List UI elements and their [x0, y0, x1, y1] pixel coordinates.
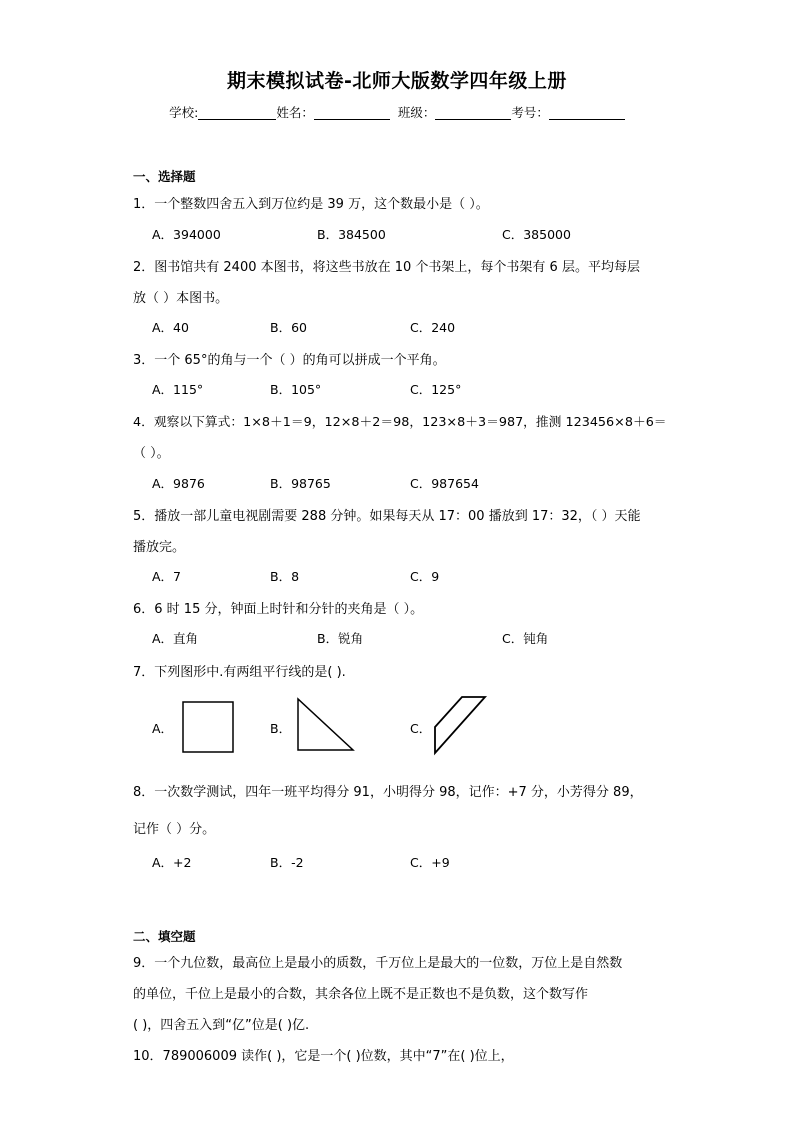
question-4-line-2: （ ）。: [133, 446, 170, 461]
section-fill-title: 二、填空题: [133, 929, 196, 944]
q5-option-c[interactable]: C．9: [410, 569, 440, 584]
q2-option-a[interactable]: A．40: [152, 320, 189, 335]
q2-option-c[interactable]: C．240: [410, 320, 456, 335]
exam-no-label: 考号：: [511, 105, 549, 120]
q3-option-c[interactable]: C．125°: [410, 382, 462, 397]
q7-option-c[interactable]: C．: [410, 721, 432, 736]
q5-option-b[interactable]: B．8: [270, 569, 300, 584]
q5-option-a[interactable]: A．7: [152, 569, 182, 584]
right-triangle-figure: [294, 697, 356, 753]
question-1: 1．一个整数四舍五入到万位约是 39 万，这个数最小是（ ）。: [133, 197, 489, 212]
section-choice-title: 一、选择题: [133, 169, 196, 184]
q7-option-a[interactable]: A．: [152, 721, 174, 736]
question-3: 3．一个 65°的角与一个（ ）的角可以拼成一个平角。: [133, 353, 446, 368]
q3-option-b[interactable]: B．105°: [270, 382, 322, 397]
question-5-line-2: 播放完。: [133, 540, 186, 555]
school-field[interactable]: [198, 105, 276, 120]
q6-option-a[interactable]: A．直角: [152, 631, 199, 646]
square-figure: [180, 700, 236, 754]
q4-option-b[interactable]: B．98765: [270, 476, 331, 491]
school-label: 学校:: [169, 105, 199, 120]
question-7: 7．下列图形中.有两组平行线的是( ).: [133, 665, 346, 680]
question-2-line-1: 2．图书馆共有 2400 本图书，将这些书放在 10 个书架上，每个书架有 6 层。平均每层: [133, 260, 640, 275]
q3-option-a[interactable]: A．115°: [152, 382, 204, 397]
q4-option-c[interactable]: C．987654: [410, 476, 479, 491]
q1-option-b[interactable]: B．384500: [317, 227, 386, 242]
question-8-line-2: 记作（ ）分。: [133, 822, 216, 837]
question-9-line-2: 的单位，千位上是最小的合数，其余各位上既不是正数也不是负数，这个数写作: [133, 987, 589, 1002]
q6-option-c[interactable]: C．钝角: [502, 631, 549, 646]
exam-no-field[interactable]: [549, 105, 625, 120]
name-label: 姓名：: [276, 105, 314, 120]
q4-option-a[interactable]: A．9876: [152, 476, 205, 491]
q1-option-a[interactable]: A．394000: [152, 227, 221, 242]
question-8-line-1: 8．一次数学测试，四年一班平均得分 91，小明得分 98，记作：+7 分，小芳得分 89，: [133, 785, 643, 800]
q2-option-b[interactable]: B．60: [270, 320, 307, 335]
q8-option-a[interactable]: A．+2: [152, 855, 192, 870]
q6-option-b[interactable]: B．锐角: [317, 631, 364, 646]
trapezoid-figure: [432, 694, 488, 756]
question-6: 6．6 时 15 分，钟面上时针和分针的夹角是（ ）。: [133, 602, 424, 617]
name-field[interactable]: [314, 105, 390, 120]
question-10-line-1: 10．789006009 读作( )，它是一个( )位数，其中“7”在( )位上，: [133, 1049, 514, 1064]
q8-option-b[interactable]: B．-2: [270, 855, 304, 870]
page-title: 期末模拟试卷-北师大版数学四年级上册: [227, 70, 567, 92]
question-5-line-1: 5．播放一部儿童电视剧需要 288 分钟。如果每天从 17：00 播放到 17：32，（ ）天能: [133, 509, 641, 524]
q7-option-b[interactable]: B．: [270, 721, 292, 736]
class-label: 班级：: [397, 105, 436, 120]
question-4-line-1: 4．观察以下算式：1×8＋1＝9，12×8＋2＝98，123×8＋3＝987，推测 123456×8＋6＝: [133, 415, 667, 430]
question-2-line-2: 放（ ）本图书。: [133, 291, 229, 306]
q1-option-c[interactable]: C．385000: [502, 227, 571, 242]
q8-option-c[interactable]: C．+9: [410, 855, 450, 870]
question-9-line-1: 9．一个九位数，最高位上是最小的质数，千万位上是最大的一位数，万位上是自然数: [133, 956, 623, 971]
student-info-row: [0, 103, 794, 121]
question-9-line-3: ( )，四舍五入到“亿”位是( )亿.: [133, 1018, 310, 1033]
class-field[interactable]: [435, 105, 511, 120]
